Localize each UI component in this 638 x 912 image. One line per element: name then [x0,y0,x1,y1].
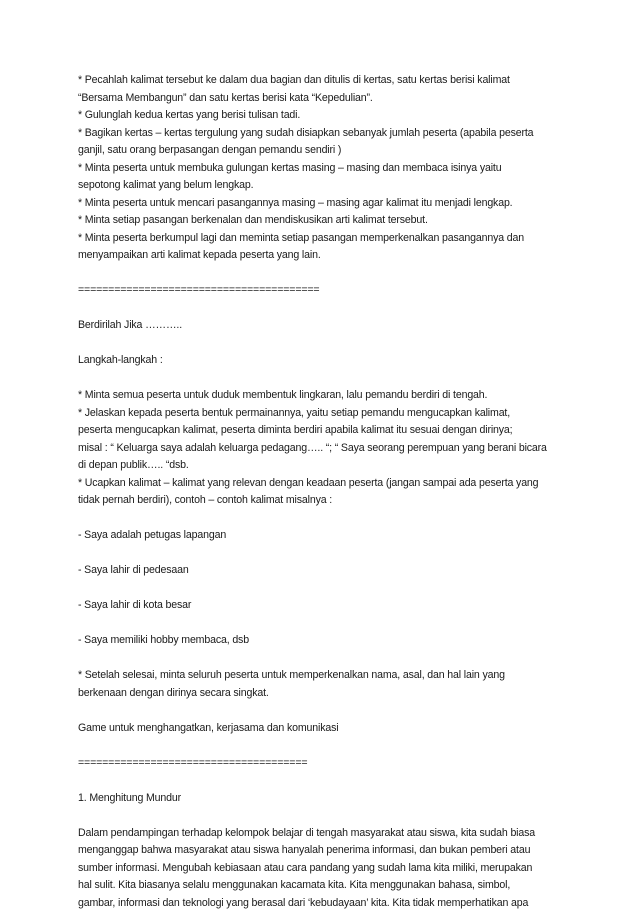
text-line: * Minta setiap pasangan berkenalan dan mendiskusikan arti kalimat tersebut. [78,212,582,230]
text-line: * Bagikan kertas – kertas tergulung yang sudah disiapkan sebanyak jumlah peserta (apabila peserta [78,125,582,143]
text-line: Dalam pendampingan terhadap kelompok belajar di tengah masyarakat atau siswa, kita sudah biasa [78,825,582,843]
text-line: menganggap bahwa masyarakat atau siswa hanyalah penerima informasi, dan bukan pemberi atau [78,842,582,860]
text-line: menyampaikan arti kalimat kepada peserta yang lain. [78,247,582,265]
text-line: * Gulunglah kedua kertas yang berisi tulisan tadi. [78,107,582,125]
example-item: - Saya memiliki hobby membaca, dsb [78,632,582,650]
closing-instruction [78,667,582,702]
text-line: sepotong kalimat yang belum lengkap. [78,177,582,195]
text-line: * Minta peserta untuk membuka gulungan kertas masing – masing dan membaca isinya yaitu [78,160,582,178]
section-title: Berdirilah Jika ……….. [78,317,582,335]
text-line: * Pecahlah kalimat tersebut ke dalam dua bagian dan ditulis di kertas, satu kertas berisi kalimat [78,72,582,90]
example-item: - Saya lahir di pedesaan [78,562,582,580]
text-line: * Setelah selesai, minta seluruh peserta untuk memperkenalkan nama, asal, dan hal lain yang [78,667,582,685]
text-line: hal sulit. Kita biasanya selalu menggunakan kacamata kita. Kita menggunakan bahasa, simbol, [78,877,582,895]
intro-instructions [78,72,582,265]
text-line: “Bersama Membangun” dan satu kertas berisi kata “Kepedulian”. [78,90,582,108]
text-line: gambar, informasi dan teknologi yang berasal dari ‘kebudayaan’ kita. Kita tidak memperhatikan apa [78,895,582,912]
text-line: misal : “ Keluarga saya adalah keluarga pedagang….. “; “ Saya seorang perempuan yang berani bicara [78,440,582,458]
text-line: di depan publik….. “dsb. [78,457,582,475]
text-line: * Minta peserta berkumpul lagi dan meminta setiap pasangan memperkenalkan pasangannya dan [78,230,582,248]
text-line: * Jelaskan kepada peserta bentuk permainannya, yaitu setiap pemandu mengucapkan kalimat, [78,405,582,423]
text-line: * Ucapkan kalimat – kalimat yang relevan dengan keadaan peserta (jangan sampai ada peserta yang [78,475,582,493]
text-line: * Minta peserta untuk mencari pasangannya masing – masing agar kalimat itu menjadi lengkap. [78,195,582,213]
document-body [78,72,582,912]
text-line: * Minta semua peserta untuk duduk membentuk lingkaran, lalu pemandu berdiri di tengah. [78,387,582,405]
steps-list [78,387,582,510]
body-paragraph [78,825,582,912]
text-line: ganjil, satu orang berpasangan dengan pemandu sendiri ) [78,142,582,160]
divider-line: ======================================== [78,282,582,300]
divider-line: ====================================== [78,755,582,773]
text-line: sumber informasi. Mengubah kebiasaan atau cara pandang yang sudah lama kita miliki, merupakan [78,860,582,878]
text-line: peserta mengucapkan kalimat, peserta diminta berdiri apabila kalimat itu sesuai dengan dirinya; [78,422,582,440]
text-line: berkenaan dengan dirinya secara singkat. [78,685,582,703]
game-heading: Game untuk menghangatkan, kerjasama dan komunikasi [78,720,582,738]
steps-label: Langkah-langkah : [78,352,582,370]
example-item: - Saya adalah petugas lapangan [78,527,582,545]
subheading: 1. Menghitung Mundur [78,790,582,808]
example-item: - Saya lahir di kota besar [78,597,582,615]
text-line: tidak pernah berdiri), contoh – contoh kalimat misalnya : [78,492,582,510]
